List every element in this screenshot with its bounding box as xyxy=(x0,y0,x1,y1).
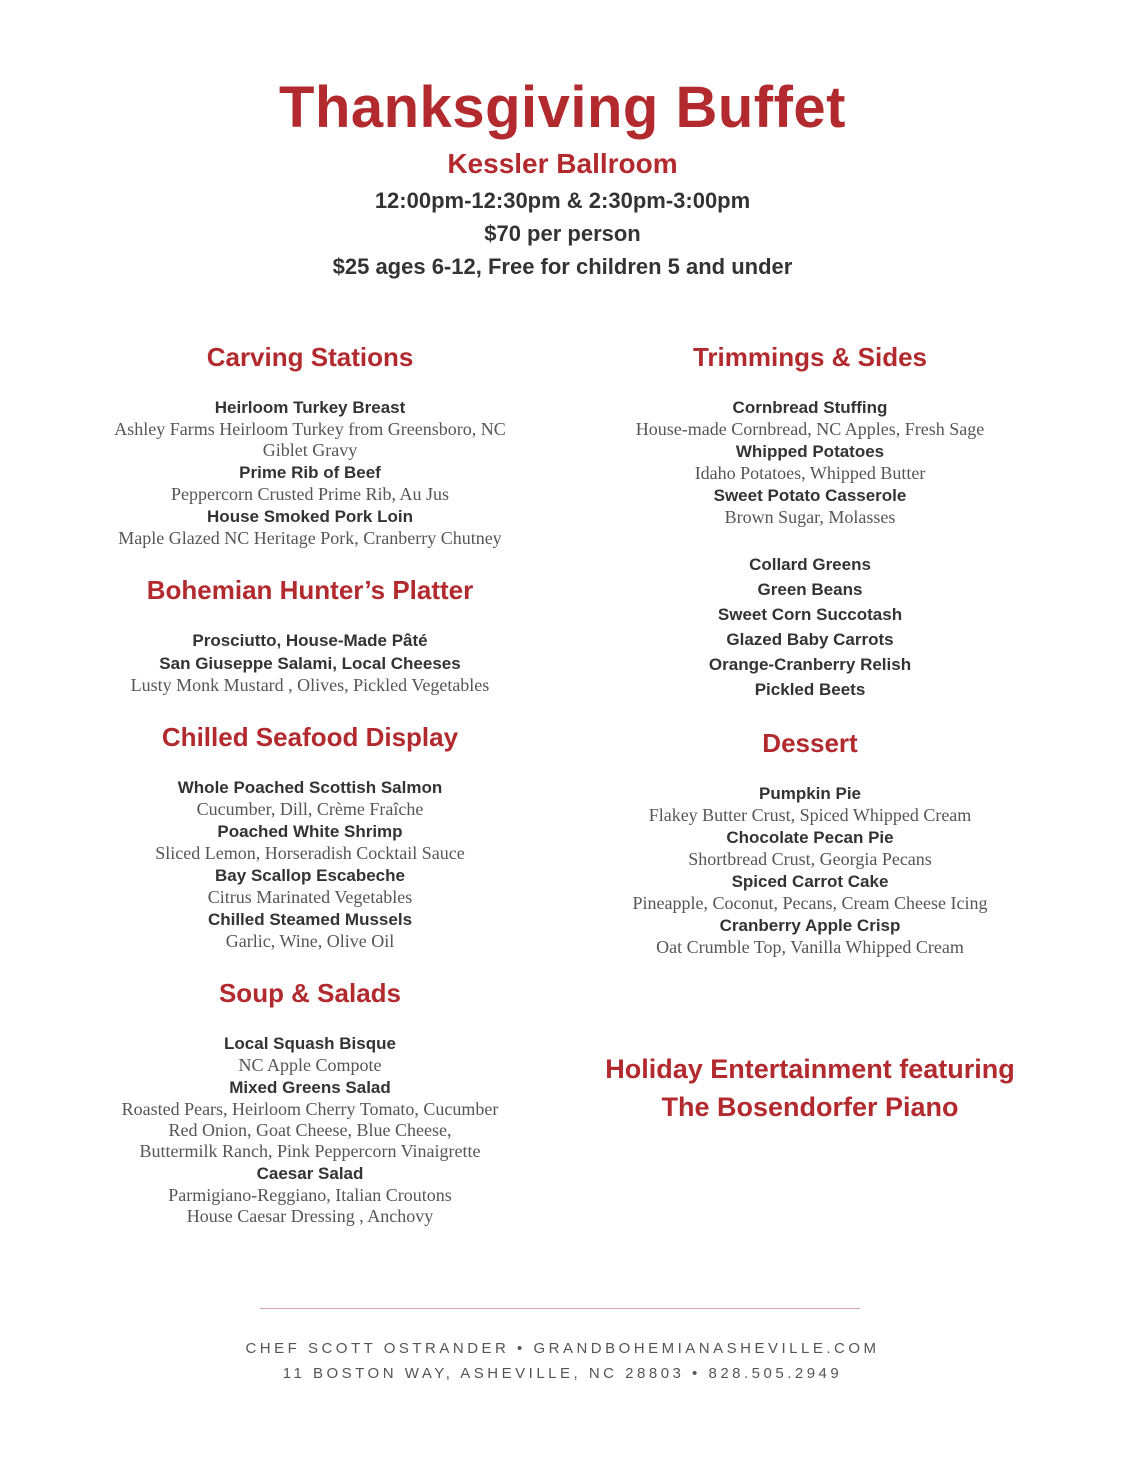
side-dish: Glazed Baby Carrots xyxy=(726,630,894,649)
entertainment-line-1: Holiday Entertainment featuring xyxy=(605,1054,1015,1084)
description-line: Roasted Pears, Heirloom Cherry Tomato, Cucumber xyxy=(121,1099,499,1119)
description-line: Idaho Potatoes, Whipped Butter xyxy=(694,463,926,483)
footer-address-phone: 11 BOSTON WAY, ASHEVILLE, NC 28803 • 828.505.2949 xyxy=(282,1365,843,1382)
description-line: Oat Crumble Top, Vanilla Whipped Cream xyxy=(656,937,964,957)
description-line: House-made Cornbread, NC Apples, Fresh Sage xyxy=(635,419,985,439)
menu-item-name: Cornbread Stuffing xyxy=(732,398,888,417)
adult-price: $70 per person xyxy=(484,221,641,246)
description-line: Flakey Butter Crust, Spiced Whipped Cream xyxy=(648,805,972,825)
section-items xyxy=(60,1032,560,1227)
entertainment-note xyxy=(560,1050,1060,1126)
menu-item-description xyxy=(60,1055,560,1076)
side-dish: Pickled Beets xyxy=(754,680,866,699)
footer xyxy=(0,1336,1125,1386)
menu-item-description xyxy=(60,799,560,820)
menu-item xyxy=(560,440,1060,484)
description-line: Buttermilk Ranch, Pink Peppercorn Vinaigrette xyxy=(139,1141,481,1161)
section-title: Trimmings & Sides xyxy=(692,342,928,372)
venue-name: Kessler Ballroom xyxy=(447,148,678,179)
description-line: Parmigiano-Reggiano, Italian Croutons xyxy=(168,1185,452,1205)
menu-item xyxy=(60,776,560,820)
menu-item-description xyxy=(60,931,560,952)
description-line: Brown Sugar, Molasses xyxy=(724,507,896,527)
menu-item-description xyxy=(60,528,560,549)
section-items xyxy=(60,396,560,549)
menu-item-description xyxy=(60,1185,560,1227)
menu-item xyxy=(60,505,560,549)
section-hunters-platter xyxy=(60,573,560,696)
section-dessert xyxy=(560,726,1060,958)
left-column xyxy=(60,340,560,1227)
menu-item xyxy=(560,782,1060,826)
child-price: $25 ages 6-12, Free for children 5 and under xyxy=(332,254,793,279)
section-title: Carving Stations xyxy=(206,342,414,372)
description-line: Red Onion, Goat Cheese, Blue Cheese, xyxy=(168,1120,452,1140)
menu-item-name: Prosciutto, House-Made Pâté xyxy=(192,631,428,650)
menu-item xyxy=(60,461,560,505)
menu-item xyxy=(560,484,1060,528)
side-dish: Orange-Cranberry Relish xyxy=(708,655,912,674)
section-items xyxy=(60,629,560,696)
menu-item xyxy=(60,820,560,864)
menu-item-description xyxy=(60,675,560,696)
section-chilled-seafood xyxy=(60,720,560,952)
side-dish: Sweet Corn Succotash xyxy=(717,605,903,624)
description-line: NC Apple Compote xyxy=(238,1055,382,1075)
side-dish: Green Beans xyxy=(757,580,863,599)
menu-item-description xyxy=(60,484,560,505)
menu-item-name: Whipped Potatoes xyxy=(735,442,885,461)
menu-item-name: San Giuseppe Salami, Local Cheeses xyxy=(159,654,461,673)
menu-item-name: Mixed Greens Salad xyxy=(229,1078,391,1097)
menu-title: Thanksgiving Buffet xyxy=(279,75,846,140)
menu-item-description xyxy=(60,419,560,461)
menu-header xyxy=(0,72,1125,283)
menu-item xyxy=(560,870,1060,914)
menu-item-description xyxy=(60,887,560,908)
description-line: Shortbread Crust, Georgia Pecans xyxy=(688,849,932,869)
menu-item xyxy=(60,1032,560,1076)
menu-item-name: Caesar Salad xyxy=(256,1164,364,1183)
section-items xyxy=(560,782,1060,958)
menu-item xyxy=(560,396,1060,440)
section-soup-salads xyxy=(60,976,560,1227)
menu-item-name: Whole Poached Scottish Salmon xyxy=(177,778,443,797)
footer-divider xyxy=(260,1308,860,1309)
section-trimmings-sides xyxy=(560,340,1060,702)
entertainment-line-2: The Bosendorfer Piano xyxy=(661,1092,959,1122)
menu-item-description xyxy=(60,1099,560,1162)
menu-item-description xyxy=(560,507,1060,528)
description-line: Lusty Monk Mustard , Olives, Pickled Vegetables xyxy=(130,675,490,695)
section-items xyxy=(60,776,560,952)
side-dish-list xyxy=(560,552,1060,702)
description-line: Ashley Farms Heirloom Turkey from Greensboro, NC xyxy=(114,419,506,439)
menu-item xyxy=(60,652,560,696)
menu-item-name: Chilled Steamed Mussels xyxy=(207,910,413,929)
menu-item xyxy=(60,396,560,461)
menu-item xyxy=(60,1162,560,1227)
menu-item xyxy=(560,826,1060,870)
right-column xyxy=(560,340,1060,958)
section-title: Chilled Seafood Display xyxy=(161,722,459,752)
menu-item-name: Local Squash Bisque xyxy=(224,1034,396,1053)
menu-item xyxy=(60,629,560,652)
description-line: House Caesar Dressing , Anchovy xyxy=(186,1206,434,1226)
menu-item-name: House Smoked Pork Loin xyxy=(207,507,413,526)
menu-item-description xyxy=(560,805,1060,826)
section-title: Bohemian Hunter’s Platter xyxy=(146,575,474,605)
description-line: Sliced Lemon, Horseradish Cocktail Sauce xyxy=(155,843,465,863)
side-dish: Collard Greens xyxy=(749,555,871,574)
description-line: Pineapple, Coconut, Pecans, Cream Cheese Icing xyxy=(632,893,988,913)
section-items xyxy=(560,396,1060,528)
menu-item-description xyxy=(60,843,560,864)
menu-item-name: Cranberry Apple Crisp xyxy=(719,916,901,935)
serving-times: 12:00pm-12:30pm & 2:30pm-3:00pm xyxy=(374,188,751,213)
menu-item-name: Prime Rib of Beef xyxy=(239,463,381,482)
description-line: Citrus Marinated Vegetables xyxy=(207,887,413,907)
menu-item-name: Poached White Shrimp xyxy=(217,822,403,841)
menu-item xyxy=(60,908,560,952)
menu-item-name: Spiced Carrot Cake xyxy=(731,872,889,891)
menu-item-description xyxy=(560,463,1060,484)
menu-item-description xyxy=(560,937,1060,958)
menu-item-description xyxy=(560,893,1060,914)
menu-item-name: Sweet Potato Casserole xyxy=(713,486,907,505)
section-carving-stations xyxy=(60,340,560,549)
menu-item xyxy=(60,864,560,908)
menu-item-name: Bay Scallop Escabeche xyxy=(215,866,405,885)
description-line: Maple Glazed NC Heritage Pork, Cranberry Chutney xyxy=(118,528,502,548)
description-line: Garlic, Wine, Olive Oil xyxy=(225,931,395,951)
description-line: Giblet Gravy xyxy=(262,440,358,460)
menu-item xyxy=(560,914,1060,958)
footer-chef-website: CHEF SCOTT OSTRANDER • GRANDBOHEMIANASHEVILLE.COM xyxy=(245,1340,880,1357)
section-title: Dessert xyxy=(762,728,858,758)
description-line: Cucumber, Dill, Crème Fraîche xyxy=(196,799,424,819)
section-title: Soup & Salads xyxy=(218,978,402,1008)
description-line: Peppercorn Crusted Prime Rib, Au Jus xyxy=(171,484,449,504)
menu-item-name: Heirloom Turkey Breast xyxy=(214,398,406,417)
menu-item-description xyxy=(560,849,1060,870)
menu-item xyxy=(60,1076,560,1162)
menu-item-description xyxy=(560,419,1060,440)
menu-item-name: Chocolate Pecan Pie xyxy=(726,828,894,847)
menu-item-name: Pumpkin Pie xyxy=(758,784,862,803)
